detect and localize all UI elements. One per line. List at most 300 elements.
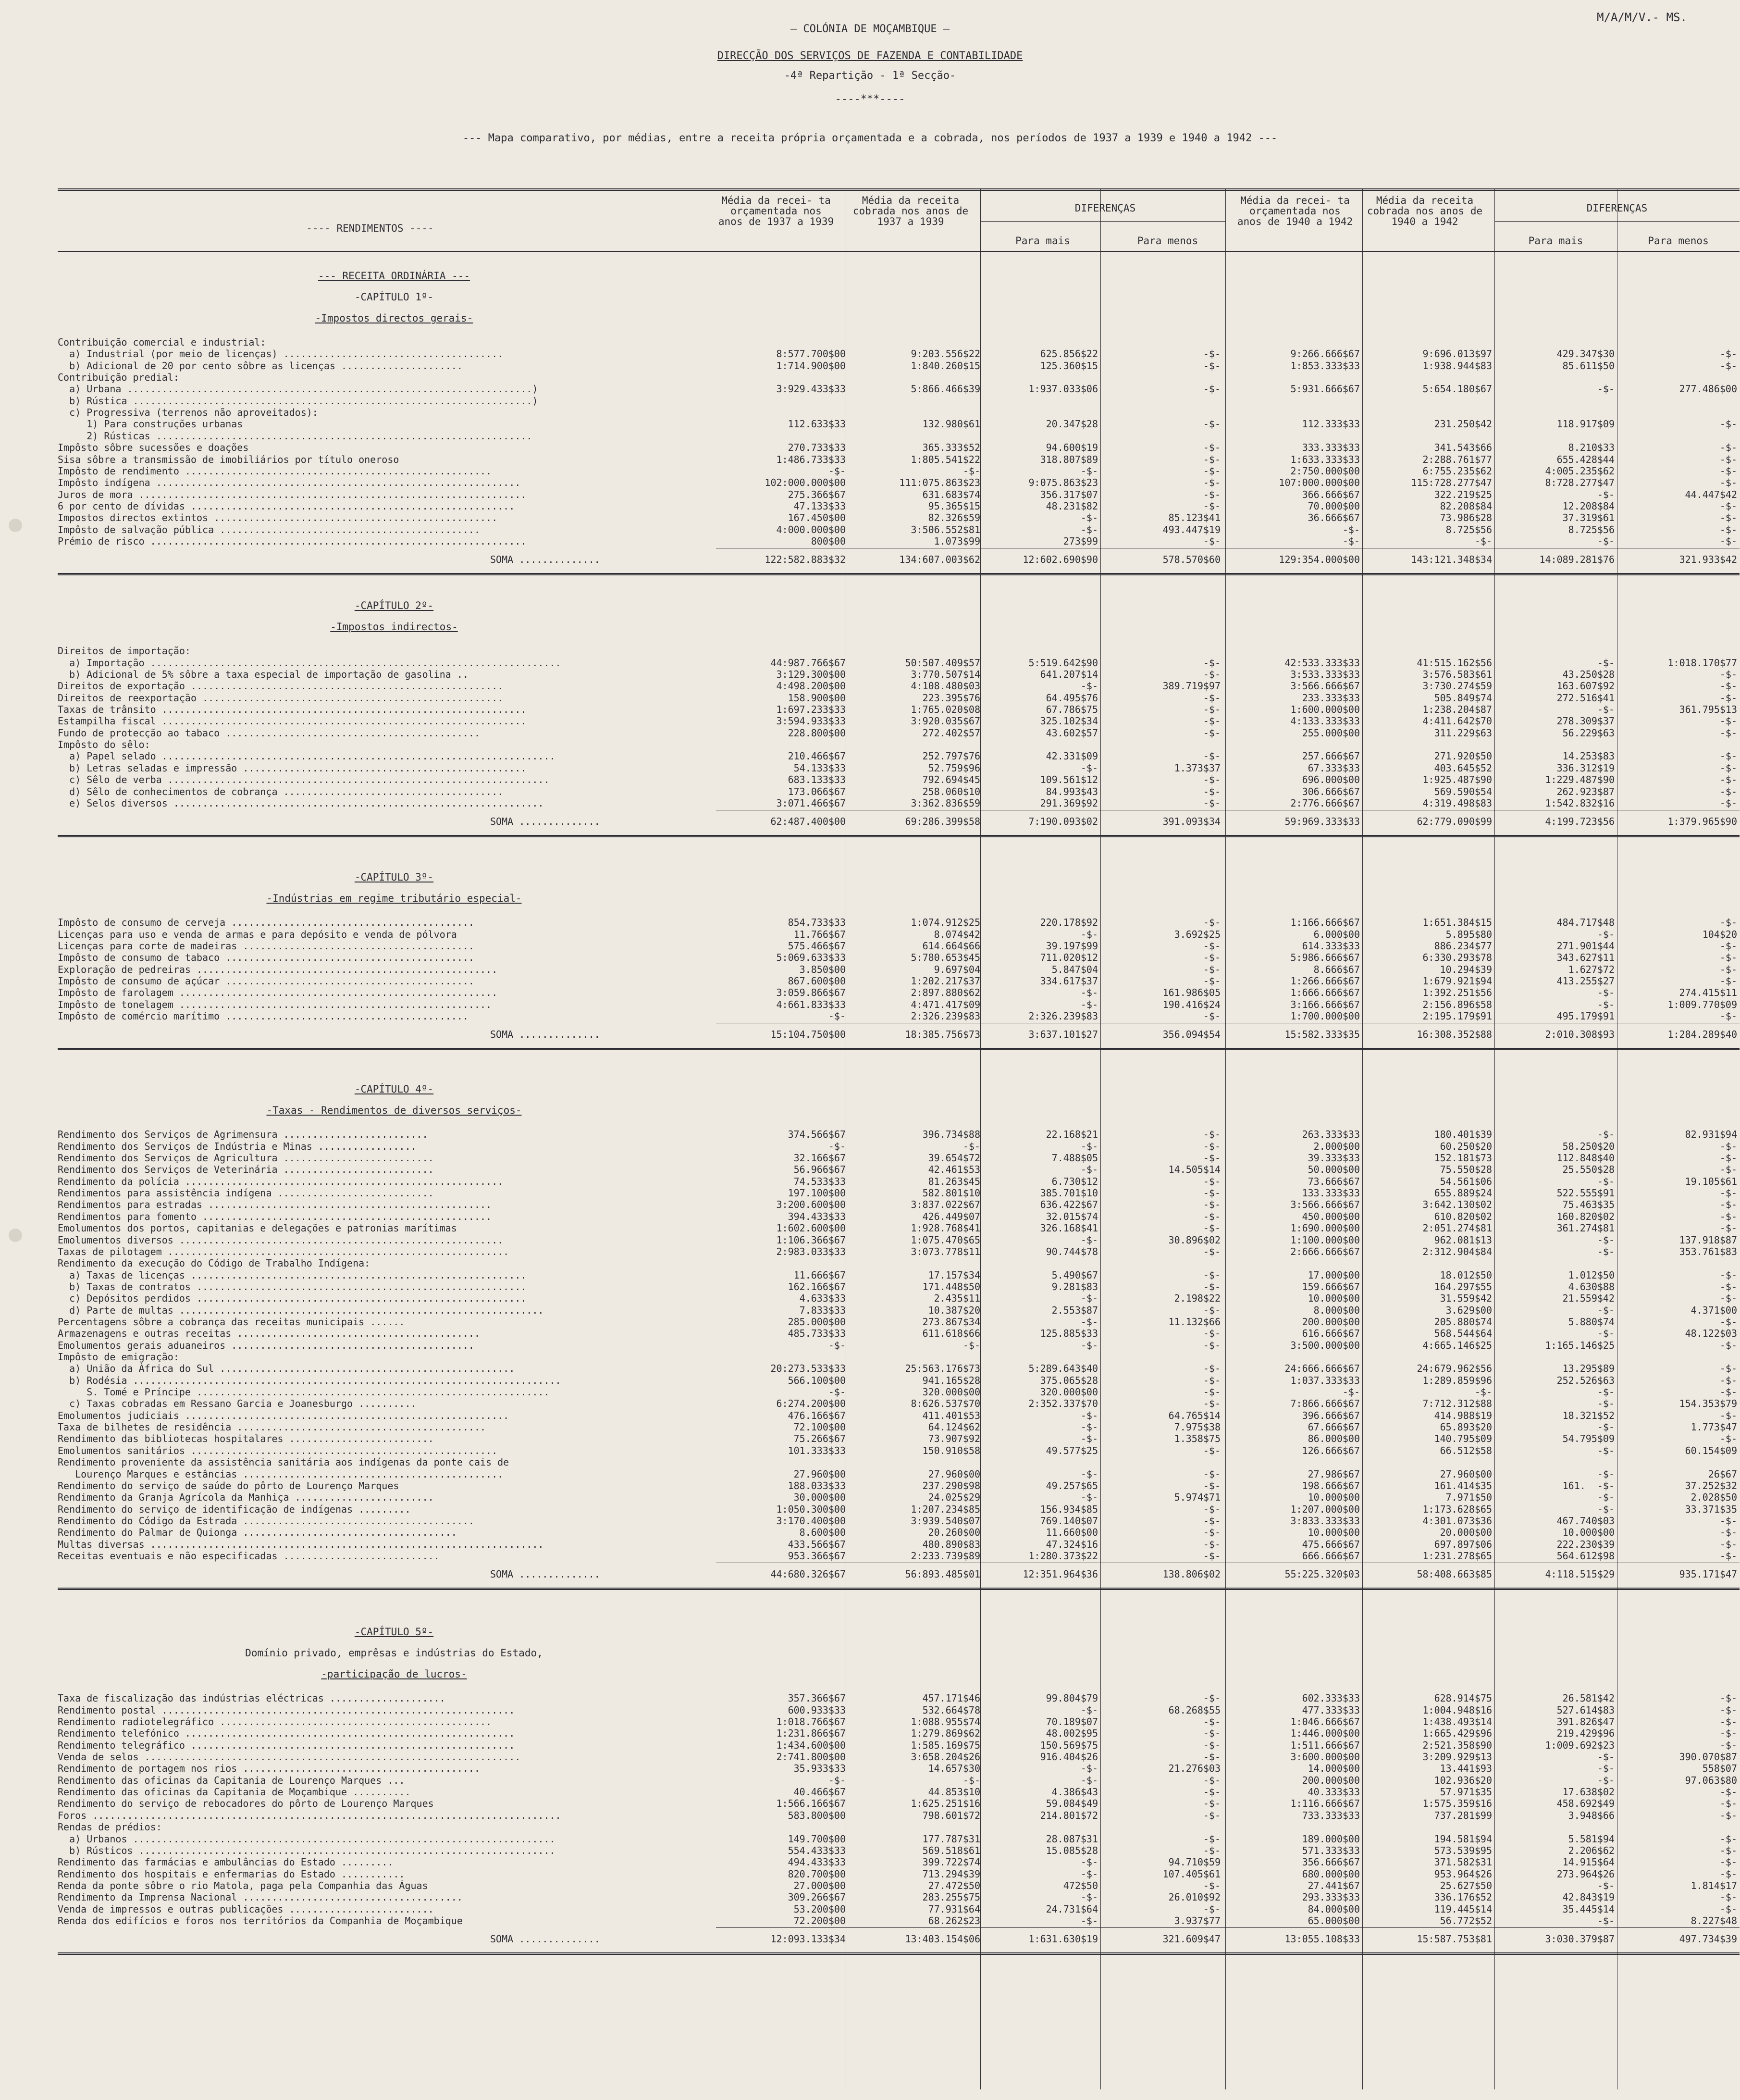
row-value: 27.441$67 — [1308, 1879, 1360, 1891]
row-value: 458.692$49 — [1556, 1798, 1615, 1810]
row-value: 1:280.373$22 — [1028, 1550, 1098, 1562]
row-value: 792.694$45 — [922, 774, 980, 786]
row-value: 44.853$10 — [928, 1786, 980, 1798]
row-value: 361.795$13 — [1679, 704, 1737, 716]
row-value: -$- — [1597, 1304, 1615, 1316]
row-value: 1:392.251$56 — [1422, 987, 1492, 999]
row-label: Impôsto de salvação pública ............................................. — [58, 523, 480, 535]
row-value: 18.012$50 — [1440, 1269, 1492, 1281]
row-value: 666.666$67 — [1302, 1550, 1360, 1562]
row-value: 1:938.944$83 — [1422, 360, 1492, 372]
row-value: 272.402$57 — [922, 727, 980, 739]
row-value: -$- — [1719, 1692, 1737, 1704]
table-row — [58, 657, 1740, 669]
row-value: 1.073$99 — [934, 535, 980, 547]
row-value: 27.986$67 — [1308, 1468, 1360, 1480]
row-value: 2:897.880$62 — [911, 987, 980, 999]
row-value: 2:312.904$84 — [1422, 1245, 1492, 1257]
row-value: -$- — [1203, 1844, 1221, 1856]
row-value: 56.229$63 — [1562, 727, 1615, 739]
soma-value: 134:607.003$62 — [899, 554, 980, 566]
row-label: 2) Rústicas ................................................................. — [58, 430, 532, 442]
row-value: -$- — [1719, 418, 1737, 430]
row-value: 8.227$48 — [1691, 1914, 1737, 1926]
row-value: 275.366$67 — [788, 488, 846, 500]
row-value: 1:207.000$00 — [1290, 1503, 1360, 1515]
table-row — [58, 1351, 1740, 1363]
row-value: -$- — [828, 1010, 846, 1022]
soma-value: 143:121.348$34 — [1411, 554, 1492, 566]
row-value: -$- — [1719, 692, 1737, 704]
row-value: -$- — [1203, 1140, 1221, 1152]
section-title: -CAPÍTULO 3º- — [354, 871, 434, 883]
row-value: 2:352.337$70 — [1028, 1398, 1098, 1410]
colony-heading: — COLÓNIA DE MOÇAMBIQUE — — [790, 23, 950, 35]
section-title: -CAPÍTULO 5º- — [354, 1626, 434, 1638]
row-label: Rendimento dos Serviços de Indústria e Minas ................. — [58, 1140, 417, 1152]
row-value: 2.435$11 — [934, 1292, 980, 1305]
row-value: 1:542.832$16 — [1545, 797, 1615, 809]
row-value: 3:642.130$02 — [1422, 1199, 1492, 1211]
row-value: 610.820$02 — [1434, 1210, 1492, 1222]
row-label: Impôsto de consumo de tabaco ........................................... — [58, 952, 474, 964]
table-row — [58, 1856, 1740, 1868]
row-value: 6:755.235$62 — [1422, 465, 1492, 477]
row-value: 278.309$37 — [1556, 715, 1615, 727]
table-row — [58, 465, 1740, 477]
row-value: 4:411.642$70 — [1422, 715, 1492, 727]
row-value: -$- — [1719, 477, 1737, 489]
table-row — [58, 1234, 1740, 1246]
row-value: 273$99 — [1063, 535, 1098, 547]
soma-value: 18:385.756$73 — [905, 1029, 980, 1041]
row-value: 25.627$50 — [1440, 1879, 1492, 1891]
row-value: 97.063$80 — [1685, 1774, 1737, 1786]
row-value: 10.387$20 — [928, 1304, 980, 1316]
row-value: -$- — [1719, 952, 1737, 964]
row-value: -$- — [1203, 1739, 1221, 1751]
row-value: -$- — [1719, 1316, 1737, 1328]
table-row — [58, 489, 1740, 500]
row-value: -$- — [1719, 1010, 1737, 1022]
row-value: 8.210$33 — [1568, 442, 1615, 454]
row-value: 20:273.533$33 — [770, 1363, 846, 1375]
row-value: -$- — [1203, 1751, 1221, 1763]
row-value: 5:866.466$39 — [911, 383, 980, 395]
row-value: 271.920$50 — [1434, 750, 1492, 762]
row-value: 109.561$12 — [1040, 774, 1098, 786]
row-value: 50:507.409$57 — [905, 657, 980, 669]
row-value: 44.447$42 — [1685, 488, 1737, 500]
table-row — [58, 999, 1740, 1010]
row-value: 14.505$14 — [1168, 1164, 1221, 1176]
row-label: Lourenço Marques e estâncias ............................................. — [58, 1468, 504, 1480]
row-value: 5.490$67 — [1051, 1269, 1098, 1281]
col-para-mais-1940: Para mais — [1528, 235, 1583, 247]
row-label: d) Parte de multas ............................................................... — [58, 1304, 544, 1316]
row-value: 477.333$33 — [1302, 1704, 1360, 1716]
row-value: 27.960$00 — [928, 1468, 980, 1480]
row-value: 25.550$28 — [1562, 1164, 1615, 1176]
row-value: 916.404$26 — [1040, 1751, 1098, 1763]
row-value: 149.700$00 — [788, 1833, 846, 1845]
row-value: 180.401$39 — [1434, 1129, 1492, 1141]
row-value: 39.333$33 — [1308, 1152, 1360, 1164]
row-label: c) Sêlo de verba .................................................................. — [58, 774, 550, 786]
table-row — [58, 1468, 1740, 1480]
row-value: 366.666$67 — [1302, 488, 1360, 500]
row-value: 11.666$67 — [793, 1269, 846, 1281]
row-value: 1:229.487$90 — [1545, 774, 1615, 786]
soma-label: SOMA .............. — [490, 554, 600, 566]
row-value: 569.518$61 — [922, 1844, 980, 1856]
row-value: 85.123$41 — [1168, 512, 1221, 524]
row-label: Impôsto de comércio marítimo .......................................... — [58, 1010, 469, 1022]
row-label: Rendimento das bibliotecas hospitalares ......................... — [58, 1433, 434, 1445]
col-cobrada-1940: Média da receita cobrada nos anos de 1940 a 1942 — [1367, 195, 1483, 227]
row-value: -$- — [1719, 1409, 1737, 1421]
row-value: 1:840.260$15 — [911, 360, 980, 372]
table-row — [58, 929, 1740, 940]
row-value: 107:000.000$00 — [1279, 477, 1360, 489]
row-value: 10.000$00 — [1308, 1292, 1360, 1305]
row-value: 210.466$67 — [788, 750, 846, 762]
row-value: 2:326.239$83 — [1028, 1010, 1098, 1022]
row-value: -$- — [1203, 1210, 1221, 1222]
row-value: 614.664$66 — [922, 940, 980, 952]
row-value: 3:362.836$59 — [911, 797, 980, 809]
row-value: 450.000$00 — [1302, 1210, 1360, 1222]
row-value: 35.933$33 — [793, 1763, 846, 1775]
row-value: 527.614$83 — [1556, 1704, 1615, 1716]
table-row — [58, 1129, 1740, 1140]
row-value: -$- — [1203, 1786, 1221, 1798]
row-value: 161.414$35 — [1434, 1479, 1492, 1491]
table-row — [58, 645, 1740, 657]
row-value: 3:200.600$00 — [776, 1199, 846, 1211]
table-row — [58, 797, 1740, 809]
row-value: -$- — [1080, 1856, 1098, 1868]
soma-value: 935.171$47 — [1679, 1568, 1737, 1580]
row-value: 3:209.929$13 — [1422, 1751, 1492, 1763]
soma-value: 1:379.965$90 — [1667, 816, 1737, 828]
row-label: b) Letras seladas e impressão ................................................. — [58, 762, 527, 774]
row-value: -$- — [1080, 998, 1098, 1010]
row-value: -$- — [1203, 1879, 1221, 1891]
row-value: 941.165$28 — [922, 1374, 980, 1386]
row-value: 3:929.433$33 — [776, 383, 846, 395]
row-value: 1:690.000$00 — [1290, 1222, 1360, 1234]
row-value: 167.450$00 — [788, 512, 846, 524]
row-value: 8.725$56 — [1445, 523, 1492, 535]
row-value: -$- — [1719, 1140, 1737, 1152]
row-value: 505.849$74 — [1434, 692, 1492, 704]
row-value: -$- — [1719, 797, 1737, 809]
table-row — [58, 1269, 1740, 1281]
table-row — [58, 1292, 1740, 1304]
row-label: Rendimento do Palmar de Quionga ..................................... — [58, 1527, 457, 1539]
row-value: -$- — [1080, 1763, 1098, 1775]
row-label: Fundo de protecção ao tabaco ............................................ — [58, 727, 480, 739]
soma-row — [58, 1568, 1740, 1580]
row-label: Rendimento dos hospitais e enfermarias do Estado ........... — [58, 1868, 405, 1880]
row-label: b) Adicional de 5% sôbre a taxa especial de importação de gasolina .. — [58, 669, 469, 680]
row-value: 341.543$66 — [1434, 442, 1492, 454]
row-value: 1:289.859$96 — [1422, 1374, 1492, 1386]
row-value: 655.428$44 — [1556, 453, 1615, 465]
row-value: 18.321$52 — [1562, 1409, 1615, 1421]
row-value: 3:073.778$11 — [911, 1245, 980, 1257]
row-value: 2:288.761$77 — [1422, 453, 1492, 465]
row-value: 4.633$33 — [799, 1292, 846, 1305]
row-value: 75.550$28 — [1440, 1164, 1492, 1176]
soma-value: 12:093.133$34 — [770, 1933, 846, 1945]
row-value: 886.234$77 — [1434, 940, 1492, 952]
table-row — [58, 1176, 1740, 1187]
row-value: 173.066$67 — [788, 785, 846, 797]
row-value: -$- — [1203, 1515, 1221, 1527]
row-value: -$- — [963, 1774, 980, 1786]
row-value: 1:486.733$33 — [776, 453, 846, 465]
table-row — [58, 1550, 1740, 1562]
row-label: Impôsto de consumo de açúcar ........................................... — [58, 975, 474, 987]
soma-value: 12:351.964$36 — [1023, 1568, 1098, 1580]
row-value: 9.281$83 — [1051, 1280, 1098, 1292]
row-value: 411.401$53 — [922, 1409, 980, 1421]
row-value: -$- — [1203, 1716, 1221, 1727]
row-value: 3.948$66 — [1568, 1809, 1615, 1821]
row-value: -$- — [828, 1339, 846, 1351]
row-value: 4:005.235$62 — [1545, 465, 1615, 477]
row-value: 223.395$76 — [922, 692, 980, 704]
row-value: 214.801$72 — [1040, 1809, 1098, 1821]
section-heading: -4ª Repartição - 1ª Secção- — [784, 70, 956, 82]
row-label: Prémio de risco ................................................................. — [58, 535, 527, 547]
soma-value: 1:284.289$40 — [1667, 1029, 1737, 1041]
row-label: Licenças para corte de madeiras ........................................ — [58, 940, 474, 952]
row-value: 220.178$92 — [1040, 917, 1098, 929]
table-row — [58, 1433, 1740, 1444]
row-value: 566.100$00 — [788, 1374, 846, 1386]
row-value: -$- — [1203, 442, 1221, 454]
section-title: --- RECEITA ORDINÁRIA --- — [318, 270, 470, 282]
row-value: 1:173.628$65 — [1422, 1503, 1492, 1515]
row-value: 24.731$64 — [1046, 1903, 1098, 1915]
row-value: 1.814$17 — [1691, 1879, 1737, 1891]
row-value: 1:004.948$16 — [1422, 1704, 1492, 1716]
row-value: 953.964$26 — [1434, 1868, 1492, 1880]
row-value: -$- — [828, 465, 846, 477]
row-value: 67.333$33 — [1308, 762, 1360, 774]
row-value: 14.253$83 — [1562, 750, 1615, 762]
row-value: -$- — [1597, 1444, 1615, 1456]
row-label: Rendimento proveniente da assistência sanitária aos indígenas da ponte cais de — [58, 1456, 509, 1468]
row-value: -$- — [1080, 1868, 1098, 1880]
row-value: 90.744$78 — [1046, 1245, 1098, 1257]
row-value: -$- — [1203, 975, 1221, 987]
row-value: -$- — [1080, 1774, 1098, 1786]
row-value: 3:770.507$14 — [911, 669, 980, 680]
table-row — [58, 1504, 1740, 1515]
row-value: 28.087$31 — [1046, 1833, 1098, 1845]
row-value: -$- — [1719, 1269, 1737, 1281]
row-label: Impôsto do sêlo: — [58, 739, 150, 751]
soma-value: 59:969.333$33 — [1284, 816, 1360, 828]
row-value: 1:633.333$33 — [1290, 453, 1360, 465]
soma-value: 3:637.101$27 — [1028, 1029, 1098, 1041]
row-label: Receitas eventuais e não especificadas ........................... — [58, 1550, 440, 1562]
row-value: 2:326.239$83 — [911, 1010, 980, 1022]
row-value: -$- — [1203, 1304, 1221, 1316]
row-label: c) Taxas cobradas em Ressano Garcia e Joanesburgo .......... — [58, 1398, 417, 1410]
row-value: 24.025$29 — [928, 1491, 980, 1504]
row-value: -$- — [1080, 1339, 1098, 1351]
row-value: -$- — [1342, 1386, 1360, 1398]
row-value: 5.895$80 — [1445, 928, 1492, 940]
soma-row — [58, 554, 1740, 565]
row-label: Rendimento dos Serviços de Agricultura .......................... — [58, 1152, 434, 1164]
row-value: 522.555$91 — [1556, 1187, 1615, 1199]
row-value: 70.000$00 — [1308, 500, 1360, 512]
row-value: 5:986.666$67 — [1290, 952, 1360, 964]
row-value: 1:625.251$16 — [911, 1798, 980, 1810]
row-value: 1:937.033$06 — [1028, 383, 1098, 395]
row-value: 1.773$47 — [1691, 1421, 1737, 1433]
row-value: 2.000$00 — [1313, 1140, 1360, 1152]
row-value: 3:939.540$07 — [911, 1515, 980, 1527]
row-value: 30.000$00 — [793, 1491, 846, 1504]
row-value: -$- — [1203, 1187, 1221, 1199]
row-value: -$- — [1080, 1409, 1098, 1421]
row-value: 111:075.863$23 — [899, 477, 980, 489]
row-label: Rendimentos para fomento .................................................. — [58, 1210, 492, 1222]
table-row — [58, 395, 1740, 407]
row-value: -$- — [1203, 1503, 1221, 1515]
row-value: 273.964$26 — [1556, 1868, 1615, 1880]
row-value: 4:000.000$00 — [776, 523, 846, 535]
row-value: 161.986$05 — [1162, 987, 1221, 999]
row-value: -$- — [1597, 1129, 1615, 1141]
row-value: 309.266$67 — [788, 1891, 846, 1903]
row-label: Taxas de pilotagem ........................................................... — [58, 1245, 509, 1257]
row-value: 40.466$67 — [793, 1786, 846, 1798]
table-row — [58, 964, 1740, 975]
col-diferencas-1937: DIFERENÇAS — [1074, 202, 1136, 214]
row-value: -$- — [1719, 1704, 1737, 1716]
table-row — [58, 1515, 1740, 1527]
row-value: 8.600$00 — [799, 1527, 846, 1539]
row-label: c) Depósitos perdidos ......................................................... — [58, 1292, 527, 1305]
row-value: 42.843$19 — [1562, 1891, 1615, 1903]
row-value: 2:666.666$67 — [1290, 1245, 1360, 1257]
row-value: 1.012$50 — [1568, 1269, 1615, 1281]
row-value: 2.028$50 — [1691, 1491, 1737, 1504]
row-value: 433.566$67 — [788, 1538, 846, 1550]
table-top-rule — [58, 188, 1740, 191]
row-label: Rendimento dos Serviços de Veterinária .......................... — [58, 1164, 434, 1176]
col-orcamentada-1937: Média da recei- ta orçamentada nos anos de 1937 a 1939 — [718, 195, 834, 227]
row-value: -$- — [1597, 1398, 1615, 1410]
row-value: -$- — [1203, 669, 1221, 680]
row-value: 631.683$74 — [922, 488, 980, 500]
row-label: a) União da África do Sul ................................................... — [58, 1363, 515, 1375]
row-value: 1:925.487$90 — [1422, 774, 1492, 786]
table-row — [58, 1692, 1740, 1704]
soma-value: 4:199.723$56 — [1545, 816, 1615, 828]
row-value: 194.581$94 — [1434, 1833, 1492, 1845]
section-title: -participação de lucros- — [321, 1668, 467, 1680]
row-value: 291.369$92 — [1040, 797, 1098, 809]
row-value: 115:728.277$47 — [1411, 477, 1492, 489]
row-value: 37.319$61 — [1562, 512, 1615, 524]
row-value: -$- — [1597, 1468, 1615, 1480]
row-value: 3:730.274$59 — [1422, 680, 1492, 692]
row-value: 1:446.000$00 — [1290, 1727, 1360, 1740]
row-value: 5:519.642$90 — [1028, 657, 1098, 669]
row-value: 320.000$00 — [922, 1386, 980, 1398]
row-value: 2:195.179$91 — [1422, 1010, 1492, 1022]
row-value: 177.787$31 — [922, 1833, 980, 1845]
table-row — [58, 1891, 1740, 1903]
table-row — [58, 407, 1740, 418]
row-value: 4.386$43 — [1051, 1786, 1098, 1798]
table-row — [58, 786, 1740, 797]
table-row — [58, 418, 1740, 430]
soma-value: 69:286.399$58 — [905, 816, 980, 828]
row-value: -$- — [1080, 1164, 1098, 1176]
table-row — [58, 1386, 1740, 1398]
row-value: -$- — [1203, 1374, 1221, 1386]
row-value: -$- — [1719, 1374, 1737, 1386]
row-value: -$- — [1203, 1010, 1221, 1022]
section-title: -Impostos indirectos- — [330, 621, 458, 633]
row-label: Rendimento do serviço de identificação de indígenas ......... — [58, 1503, 411, 1515]
row-value: 33.371$35 — [1685, 1503, 1737, 1515]
row-value: 82.208$84 — [1440, 500, 1492, 512]
row-value: -$- — [1597, 1328, 1615, 1340]
col-orcamentada-1940: Média da recei- ta orçamentada nos anos de 1940 a 1942 — [1237, 195, 1353, 227]
row-value: 2:051.274$81 — [1422, 1222, 1492, 1234]
row-label: d) Sêlo de conhecimentos de cobrança ...................................... — [58, 785, 504, 797]
row-value: 64.124$62 — [928, 1421, 980, 1433]
row-value: -$- — [1597, 928, 1615, 940]
row-value: 3:566.666$67 — [1290, 680, 1360, 692]
row-value: -$- — [1719, 1164, 1737, 1176]
row-value: 8.000$00 — [1313, 1304, 1360, 1316]
row-value: -$- — [1203, 418, 1221, 430]
table-row — [58, 917, 1740, 928]
row-value: 10.000$00 — [1308, 1491, 1360, 1504]
row-value: 8.666$67 — [1313, 963, 1360, 975]
row-value: -$- — [1719, 1716, 1737, 1727]
row-value: 26.010$92 — [1168, 1891, 1221, 1903]
row-value: 255.000$00 — [1302, 727, 1360, 739]
row-value: -$- — [1719, 1798, 1737, 1810]
row-value: 152.181$73 — [1434, 1152, 1492, 1164]
soma-value: 15:582.333$35 — [1284, 1029, 1360, 1041]
row-value: -$- — [1597, 1175, 1615, 1187]
row-value: -$- — [1080, 1421, 1098, 1433]
row-value: -$- — [1719, 360, 1737, 372]
table-row — [58, 669, 1740, 680]
row-value: 713.294$39 — [922, 1868, 980, 1880]
row-value: 1:018.766$67 — [776, 1716, 846, 1727]
row-value: -$- — [1719, 1433, 1737, 1445]
row-value: -$- — [1719, 785, 1737, 797]
table-row — [58, 680, 1740, 692]
row-value: 273.867$34 — [922, 1316, 980, 1328]
row-value: 495.179$91 — [1556, 1010, 1615, 1022]
